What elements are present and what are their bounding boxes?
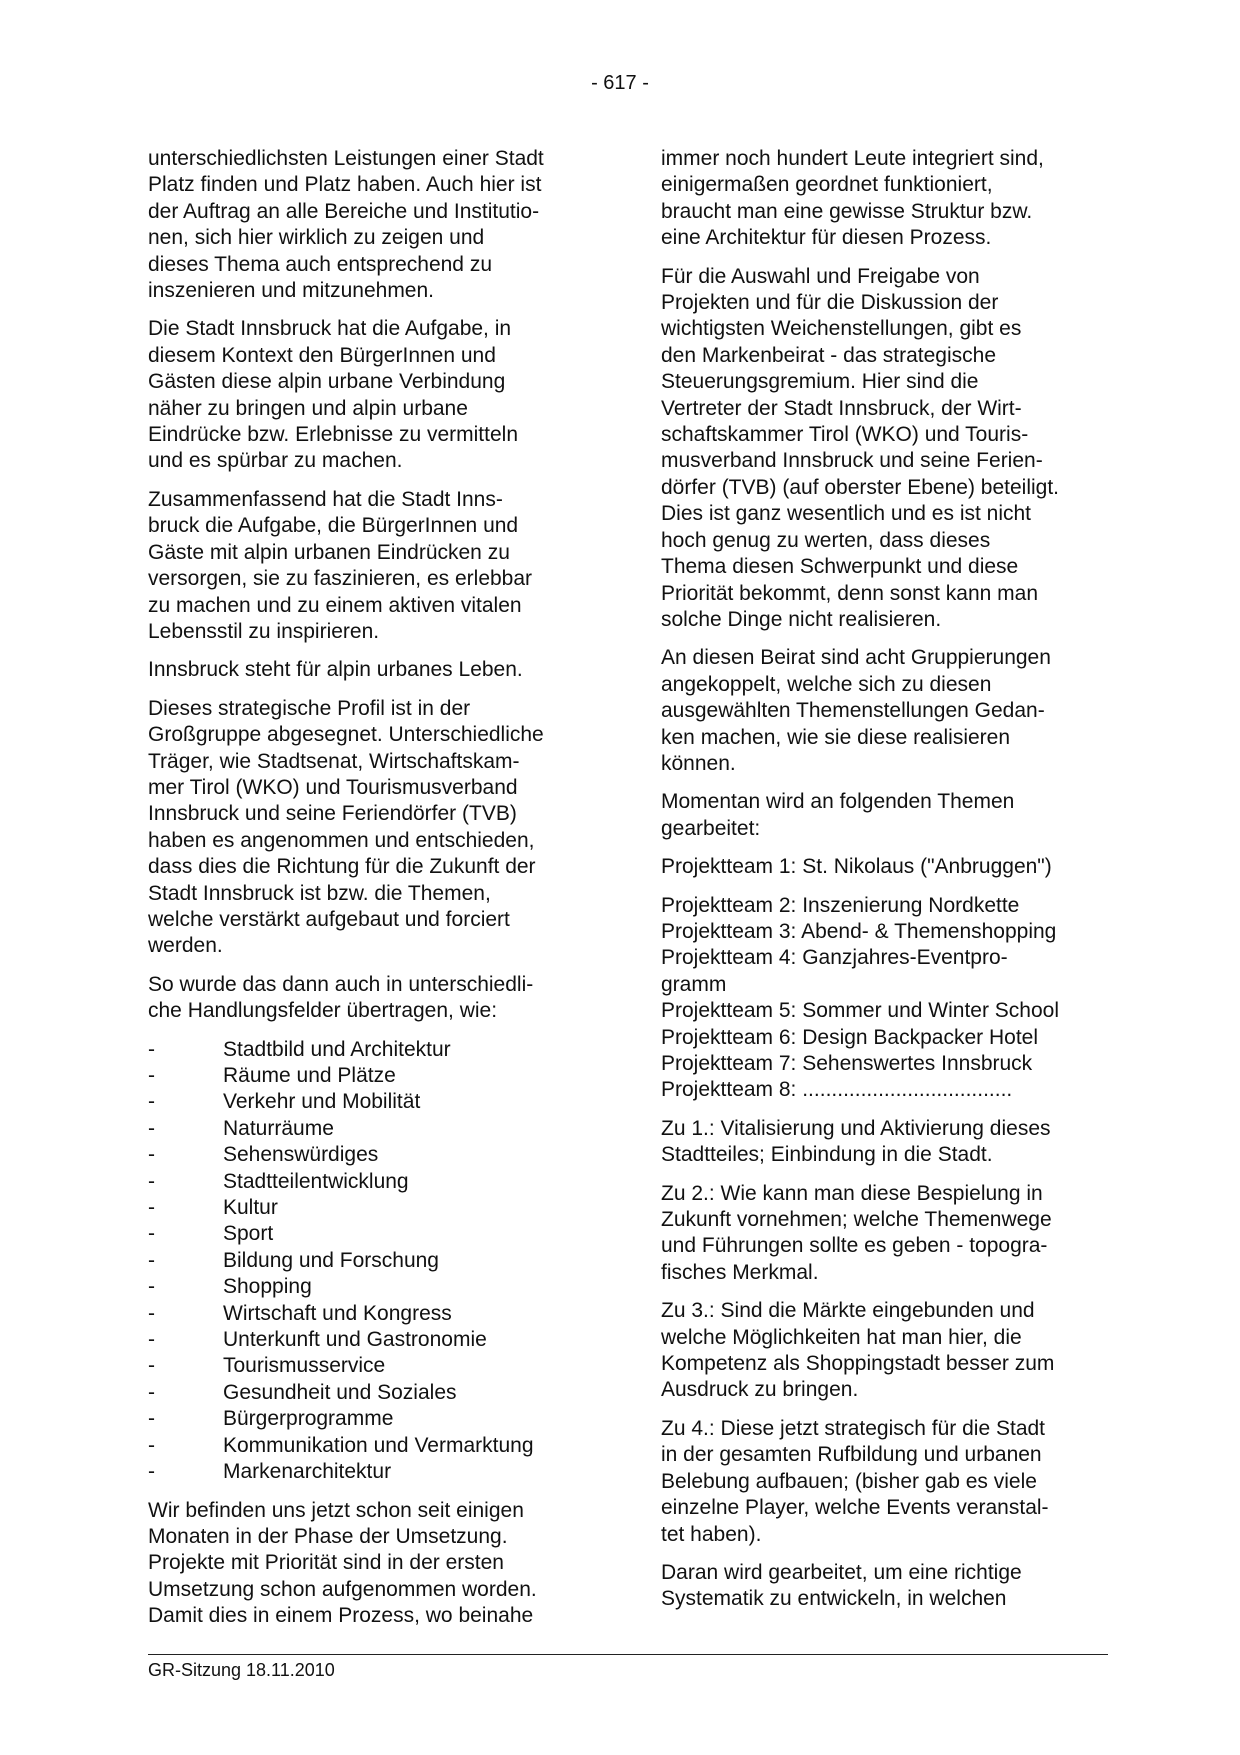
paragraph: Für die Auswahl und Freigabe von Projekten und für die Diskussion der wichtigsten Weichenstellungen, gibt es den Markenbeirat - das strategische Steuerungsgremium. Hier sind die Vertreter der Stadt Innsbruck, der Wirt- schaftskammer Tirol (WKO) und Touris- musverband Innsbruck und seine Ferien- dörfer (TVB) (auf oberster Ebene) beteiligt. Dies ist ganz wesentlich und es ist nicht hoch genug zu werten, dass dieses Thema diesen Schwerpunkt und diese Priorität bekommt, denn sonst kann man solche Dinge nicht realisieren. [661, 264, 1060, 631]
page-number: - 617 - [591, 72, 649, 94]
paragraph: Zusammenfassend hat die Stadt Inns- bruck die Aufgabe, die BürgerInnen und Gäste mit alpin urbanen Eindrücken zu versorgen, sie zu faszinieren, es erlebbar zu machen und zu einem aktiven vitalen Lebensstil zu inspirieren. [148, 487, 533, 643]
paragraph: Momentan wird an folgenden Themen gearbeitet: [661, 790, 1015, 840]
paragraph: Zu 1.: Vitalisierung und Aktivierung dieses Stadtteiles; Einbindung in die Stadt. [661, 1116, 1051, 1167]
list-dash: - [148, 1460, 155, 1484]
list-dash: - [148, 1143, 155, 1167]
list-item-text: Wirtschaft und Kongress [223, 1301, 452, 1325]
list-item-text: Tourismusservice [223, 1354, 386, 1378]
paragraph: Dieses strategische Profil ist in der Großgruppe abgesegnet. Unterschiedliche Träger, wie Stadtsenat, Wirtschaftskam- mer Tirol (WKO) und Tourismusverband Innsbruck und seine Feriendörfer (TVB) haben es angenommen und entschieden, dass dies die Richtung für die Zukunft der Stadt Innsbruck ist bzw. die Themen, welche verstärkt aufgebaut und forciert werden. [148, 696, 544, 958]
list-dash: - [148, 1275, 155, 1299]
project-team-item: Projektteam 6: Design Backpacker Hotel [661, 1025, 1039, 1049]
right-column [661, 146, 1106, 1625]
list-item-text: Stadtbild und Architektur [223, 1037, 451, 1061]
paragraph: An diesen Beirat sind acht Gruppierungen angekoppelt, welche sich zu diesen ausgewählten Themenstellungen Gedan- ken machen, wie sie diese realisieren können. [661, 646, 1051, 775]
list-item [148, 1089, 590, 1115]
list-item [148, 1195, 590, 1221]
list-item [148, 1301, 590, 1327]
footer-session-date: GR-Sitzung 18.11.2010 [148, 1660, 335, 1680]
list-item-text: Räume und Plätze [223, 1064, 396, 1087]
footer-divider [148, 1654, 1108, 1655]
list-dash: - [148, 1380, 155, 1404]
list-dash: - [148, 1328, 155, 1352]
list-item [148, 1380, 590, 1406]
paragraph: immer noch hundert Leute integriert sind, einigermaßen geordnet funktioniert, braucht man eine gewisse Struktur bzw. eine Architektur für diesen Prozess. [661, 147, 1044, 250]
paragraph: Innsbruck steht für alpin urbanes Leben. [148, 658, 523, 682]
list-dash: - [148, 1116, 155, 1140]
list-item [148, 1327, 590, 1353]
left-column [148, 146, 590, 1642]
list-item-text: Verkehr und Mobilität [223, 1090, 421, 1114]
list-dash: - [148, 1222, 155, 1246]
list-item [148, 1037, 590, 1063]
list-item-text: Stadtteilentwicklung [223, 1169, 409, 1193]
list-item-text: Markenarchitektur [223, 1460, 392, 1484]
list-item [148, 1116, 590, 1142]
project-team-item: Projektteam 4: Ganzjahres-Eventpro- gramm [661, 946, 1008, 996]
list-item-text: Sehenswürdiges [223, 1143, 379, 1167]
list-item-text: Shopping [223, 1275, 312, 1299]
list-item [148, 1142, 590, 1168]
project-team-list [661, 893, 1106, 1104]
paragraph: Zu 4.: Diese jetzt strategisch für die Stadt in der gesamten Rufbildung und urbanen Belebung aufbauen; (bisher gab es viele einzelne Player, welche Events veranstal- tet haben). [661, 1416, 1049, 1546]
list-item-text: Unterkunft und Gastronomie [223, 1328, 487, 1352]
list-dash: - [148, 1248, 155, 1272]
paragraph: Daran wird gearbeitet, um eine richtige Systematik zu entwickeln, in welchen [661, 1560, 1022, 1611]
project-team-item: Projektteam 7: Sehenswertes Innsbruck [661, 1052, 1033, 1075]
list-item [148, 1169, 590, 1195]
list-item-text: Kultur [223, 1196, 278, 1220]
list-dash: - [148, 1433, 155, 1457]
list-item [148, 1248, 590, 1274]
list-item [148, 1459, 590, 1485]
list-dash: - [148, 1301, 155, 1325]
project-team-item: Projektteam 5: Sommer und Winter School [661, 999, 1059, 1023]
list-dash: - [148, 1169, 155, 1193]
list-dash: - [148, 1407, 155, 1431]
paragraph: Projektteam 1: St. Nikolaus ("Anbruggen") [661, 855, 1052, 879]
list-item-text: Bildung und Forschung [223, 1248, 439, 1272]
list-item [148, 1433, 590, 1459]
paragraph: Zu 3.: Sind die Märkte eingebunden und welche Möglichkeiten hat man hier, die Kompetenz als Shoppingstadt besser zum Ausdruck zu bringen. [661, 1299, 1055, 1402]
list-dash: - [148, 1354, 155, 1378]
paragraph: Die Stadt Innsbruck hat die Aufgabe, in diesem Kontext den BürgerInnen und Gästen diese alpin urbane Verbindung näher zu bringen und alpin urbane Eindrücke bzw. Erlebnisse zu vermitteln und es spürbar zu machen. [148, 317, 518, 473]
paragraph: Zu 2.: Wie kann man diese Bespielung in Zukunft vornehmen; welche Themenwege und Führungen sollte es geben - topogra- fisches Merkmal. [661, 1181, 1052, 1284]
project-team-item: Projektteam 8: .................................... [661, 1078, 1013, 1102]
list-item-text: Bürgerprogramme [223, 1407, 394, 1431]
handlungsfelder-list [148, 1037, 590, 1486]
list-item-text: Sport [223, 1222, 274, 1246]
list-item [148, 1274, 590, 1300]
list-dash: - [148, 1064, 155, 1087]
list-item [148, 1406, 590, 1432]
paragraph: So wurde das dann auch in unterschiedli- che Handlungsfelder übertragen, wie: [148, 972, 534, 1023]
paragraph: Wir befinden uns jetzt schon seit einigen Monaten in der Phase der Umsetzung. Projekte mit Priorität sind in der ersten Umsetzung schon aufgenommen worden. Damit dies in einem Prozess, wo beinahe [148, 1498, 537, 1628]
paragraph: unterschiedlichsten Leistungen einer Stadt Platz finden und Platz haben. Auch hier ist der Auftrag an alle Bereiche und Institutio- nen, sich hier wirklich zu zeigen und dieses Thema auch entsprechend zu inszenieren und mitzunehmen. [148, 147, 544, 303]
list-item-text: Naturräume [223, 1116, 334, 1140]
list-item-text: Kommunikation und Vermarktung [223, 1433, 534, 1457]
list-item [148, 1353, 590, 1379]
project-team-item: Projektteam 3: Abend- & Themenshopping [661, 919, 1057, 943]
list-item-text: Gesundheit und Soziales [223, 1380, 457, 1404]
list-item [148, 1221, 590, 1247]
list-dash: - [148, 1196, 155, 1220]
list-dash: - [148, 1037, 155, 1061]
project-team-item: Projektteam 2: Inszenierung Nordkette [661, 893, 1020, 917]
list-item [148, 1063, 590, 1089]
list-dash: - [148, 1090, 155, 1114]
